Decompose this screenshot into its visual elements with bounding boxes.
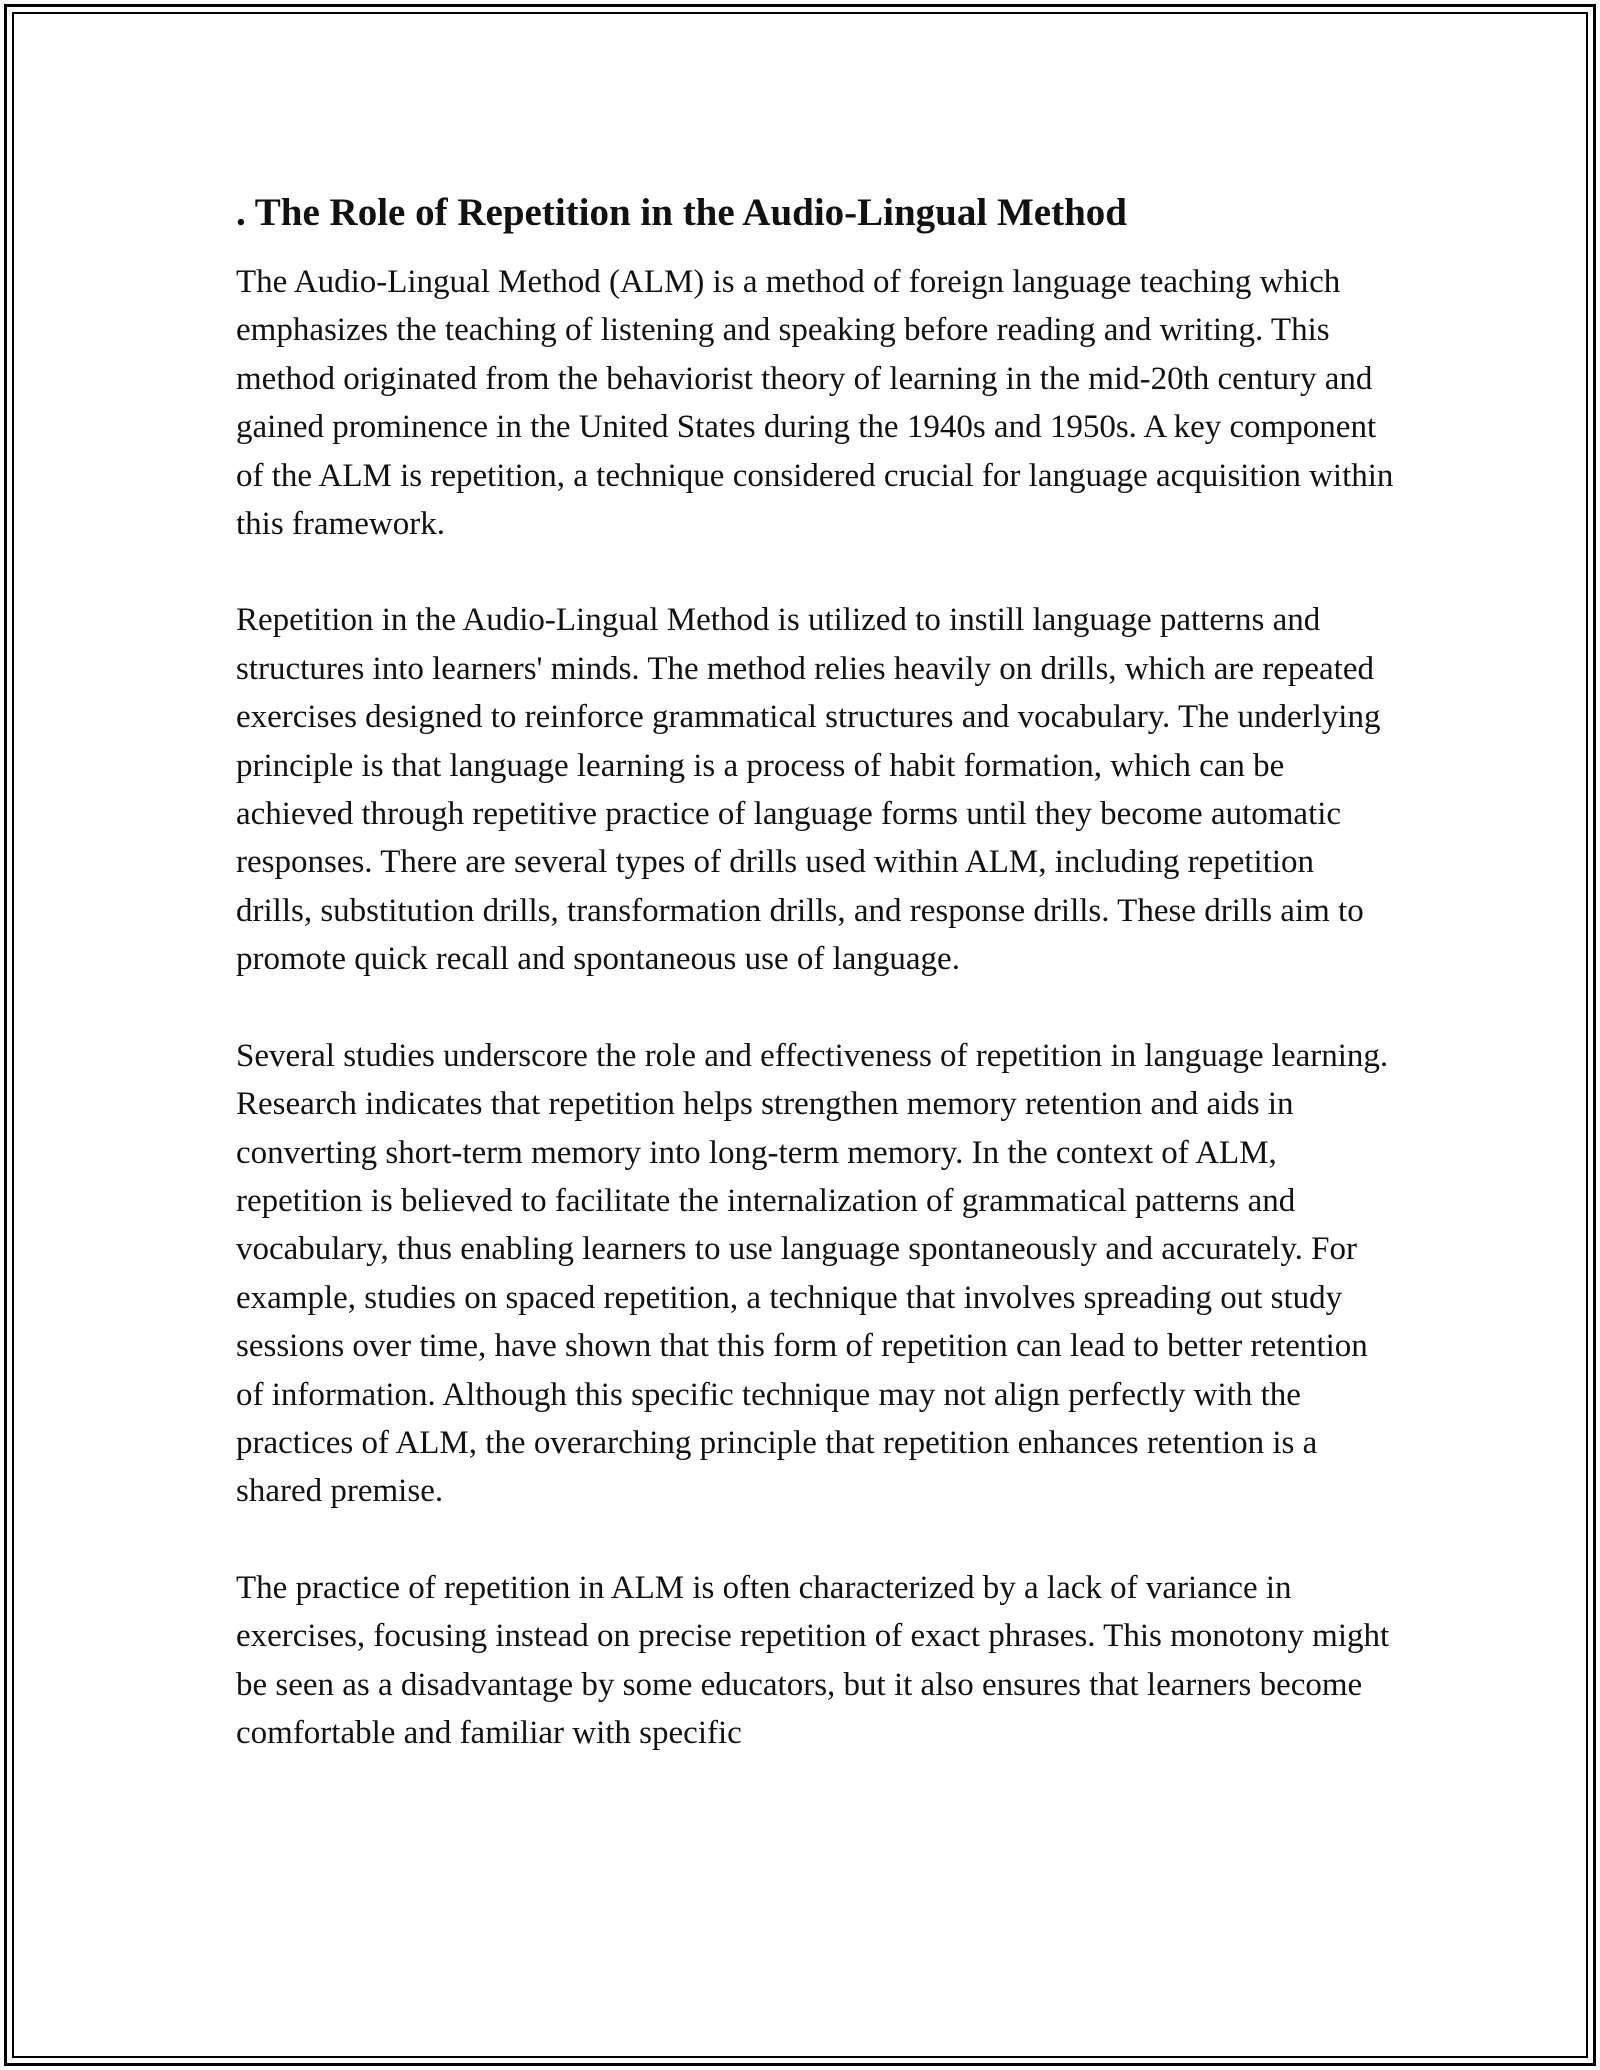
document-title: . The Role of Repetition in the Audio-Lingual Method [236,191,1127,234]
paragraph-4: The practice of repetition in ALM is often characterized by a lack of variance in exercises, focusing instead on precise repetition of exact phrases. This monotony might be seen as a disadvantage by some educators, but it also ensures that learners become comfortable and familiar with specific [236,1569,1390,1751]
paragraph-1: The Audio-Lingual Method (ALM) is a method of foreign language teaching which emphasizes the teaching of listening and speaking before reading and writing. This method originated from the behaviorist theory of learning in the mid-20th century and gained prominence in the United States during the 1940s and 1950s. A key component of the ALM is repetition, a technique considered crucial for language acquisition within this framework. [236,264,1394,543]
paragraph-3: Several studies underscore the role and effectiveness of repetition in language learning. Research indicates that repetition helps strengthen memory retention and aids in converting short-term memory into long-term memory. In the context of ALM, repetition is believed to facilitate the internalization of grammatical patterns and vocabulary, thus enabling learners to use language spontaneously and accurately. For example, studies on spaced repetition, a technique that involves spreading out study sessions over time, have shown that this form of repetition can lead to better retention of information. Although this specific technique may not align perfectly with the practices of ALM, the overarching principle that repetition enhances retention is a shared premise. [236,1037,1389,1510]
paragraph-2: Repetition in the Audio-Lingual Method is utilized to instill language patterns and structures into learners' minds. The method relies heavily on drills, which are repeated exercises designed to reinforce grammatical structures and vocabulary. The underlying principle is that language learning is a process of habit formation, which can be achieved through repetitive practice of language forms until they become automatic responses. There are several types of drills used within ALM, including repetition drills, substitution drills, transformation drills, and response drills. These drills aim to promote quick recall and spontaneous use of language. [236,602,1381,978]
document-body [236,186,1396,1805]
